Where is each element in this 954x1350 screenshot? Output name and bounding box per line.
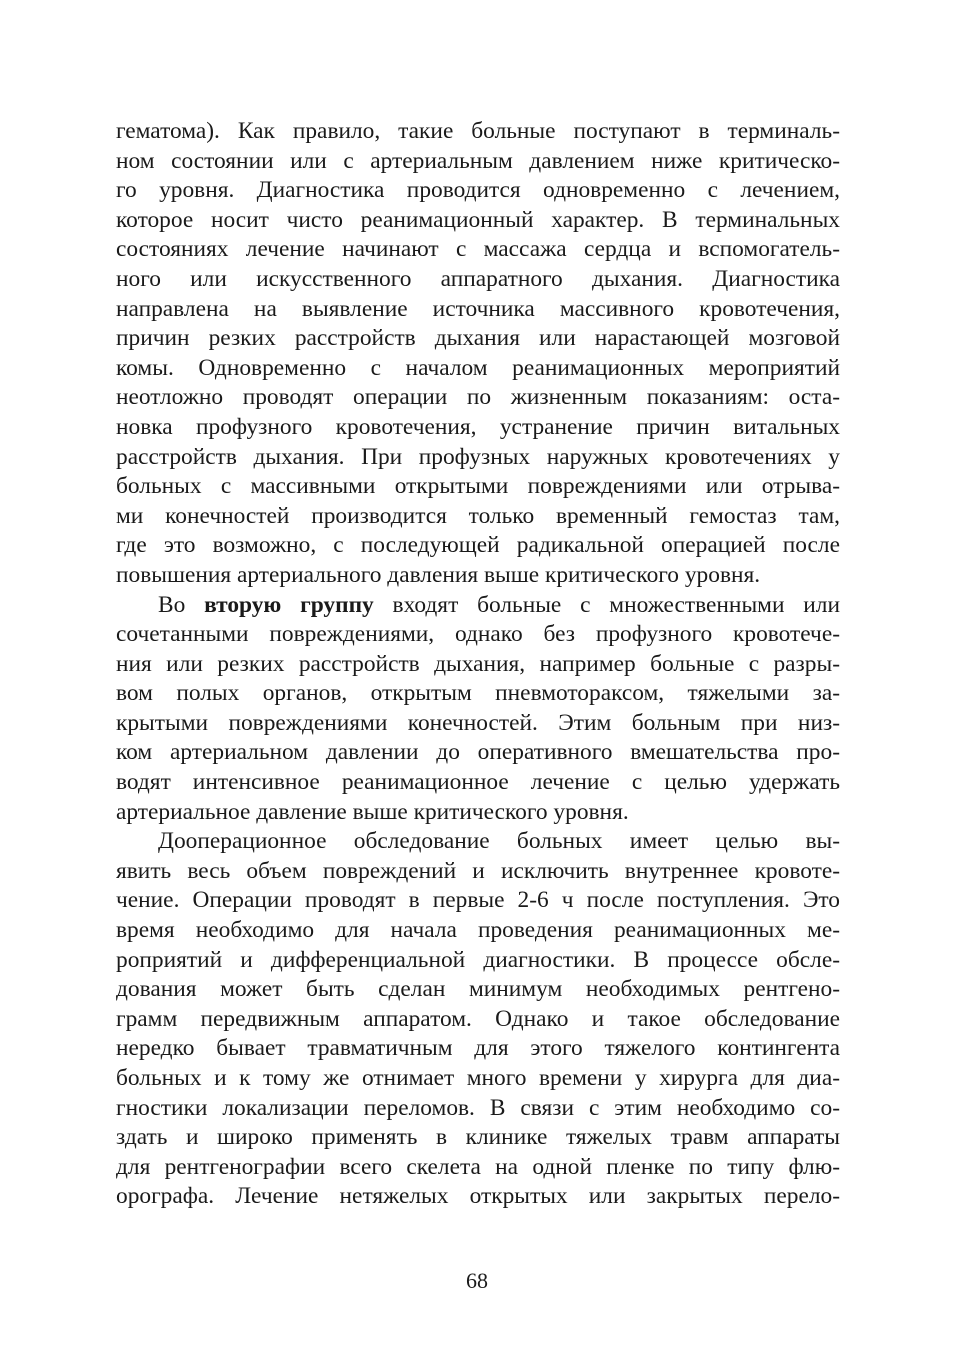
- text-line: артериальное давление выше критического уровня.: [116, 798, 629, 825]
- page-number: 68: [466, 1268, 488, 1293]
- text-line: дования может быть сделан минимум необходимых рентгено-: [116, 976, 840, 1003]
- text-line: чение. Операции проводят в первые 2-6 ч после поступления. Это: [116, 887, 840, 914]
- text-line: Дооперационное обследование больных имеет целью вы-: [158, 828, 840, 855]
- text-line: явить весь объем повреждений и исключить внутреннее кровоте-: [116, 857, 840, 884]
- text-line: крытыми повреждениями конечностей. Этим больным при низ-: [116, 709, 840, 736]
- bold-term: вторую группу: [204, 591, 374, 618]
- text-run: Во: [158, 591, 205, 618]
- text-line: расстройств дыхания. При профузных наружных кровотечениях у: [116, 443, 840, 470]
- text-line: время необходимо для начала проведения реанимационных ме-: [116, 917, 840, 944]
- page-body: [116, 117, 840, 1212]
- text-line: больных с массивными открытыми повреждениями или отрыва-: [116, 473, 840, 500]
- text-line: орографа. Лечение нетяжелых открытых или закрытых перело-: [116, 1183, 840, 1210]
- text-line: направлена на выявление источника массивного кровотечения,: [116, 295, 840, 322]
- text-line: роприятий и дифференциальной диагностики. В процессе обсле-: [116, 946, 840, 973]
- text-run: входят больные с множественными или: [373, 591, 840, 618]
- text-line: ного или искусственного аппаратного дыхания. Диагностика: [116, 265, 840, 292]
- text-line: причин резких расстройств дыхания или нарастающей мозговой: [116, 325, 840, 352]
- text-line: больных и к тому же отнимает много времени у хирурга для диа-: [116, 1065, 840, 1091]
- text-line: грамм передвижным аппаратом. Однако и такое обследование: [116, 1005, 840, 1032]
- paragraph-1: [116, 117, 840, 591]
- paragraph-2: [116, 591, 840, 828]
- text-line: ми конечностей производится только временный гемостаз там,: [116, 502, 840, 529]
- text-line: ком артериальном давлении до оперативного вмешательства про-: [116, 739, 840, 766]
- text-line: вом полых органов, открытым пневмотораксом, тяжелыми за-: [116, 680, 840, 707]
- text-line: неотложно проводят операции по жизненным показаниям: оста-: [116, 384, 840, 411]
- text-line: состояниях лечение начинают с массажа сердца и вспомогатель-: [116, 236, 840, 263]
- text-line: сочетанными повреждениями, однако без профузного кровотече-: [116, 621, 840, 648]
- text-line: го уровня. Диагностика проводится одновременно с лечением,: [116, 177, 840, 204]
- text-line: повышения артериального давления выше критического уровня.: [116, 561, 761, 588]
- text-line: комы. Одновременно с началом реанимационных мероприятий: [116, 354, 840, 381]
- text-line: ния или резких расстройств дыхания, например больные с разры-: [116, 650, 840, 677]
- text-line: водят интенсивное реанимационное лечение с целью удержать: [116, 769, 840, 796]
- text-line: нередко бывает травматичным для этого тяжелого контингента: [116, 1035, 840, 1062]
- text-line: новка профузного кровотечения, устранение причин витальных: [116, 413, 840, 440]
- text-line: которое носит чисто реанимационный характер. В терминальных: [116, 206, 840, 233]
- text-line: здать и широко применять в клинике тяжелых травм аппараты: [116, 1124, 840, 1151]
- text-line: гностики локализации переломов. В связи с этим необходимо со-: [116, 1094, 840, 1121]
- paragraph-3: [116, 827, 840, 1212]
- text-line: гематома). Как правило, такие больные поступают в терминаль-: [116, 118, 840, 144]
- text-line-first: [116, 591, 840, 621]
- text-line: ном состоянии или с артериальным давлением ниже критическо-: [116, 147, 840, 174]
- text-line: где это возможно, с последующей радикальной операцией после: [116, 532, 840, 559]
- text-line: для рентгенографии всего скелета на одной пленке по типу флю-: [116, 1153, 840, 1180]
